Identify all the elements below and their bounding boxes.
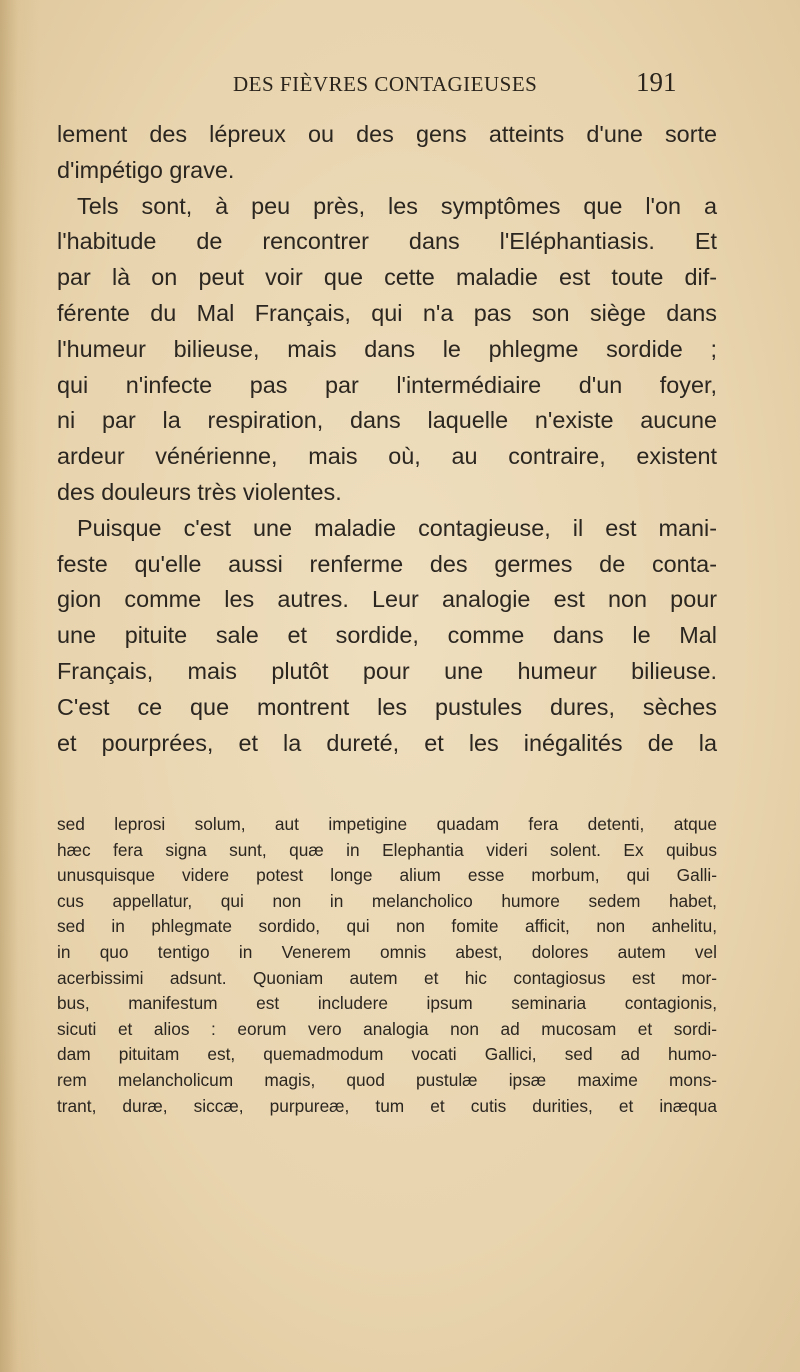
- text-line: acerbissimi adsunt. Quoniam autem et hic contagiosus est mor-: [57, 967, 717, 988]
- text-line: sed leprosi solum, aut impetigine quadam fera detenti, atque: [57, 814, 717, 834]
- text-line: une pituite sale et sordide, comme dans le Mal: [57, 622, 717, 649]
- text-line: C'est ce que montrent les pustules dures, sèches: [57, 693, 717, 720]
- text-line: Tels sont, à peu près, les symptômes que l'on a: [77, 192, 717, 219]
- text-line: bus, manifestum est includere ipsum seminaria contagionis,: [57, 993, 717, 1014]
- french-translation: [57, 117, 717, 761]
- text-line: et pourprées, et la dureté, et les inégalités de la: [57, 729, 717, 756]
- text-line: dam pituitam est, quemadmodum vocati Gallici, sed ad humo-: [57, 1044, 717, 1065]
- running-head: DES FIÈVRES CONTAGIEUSES: [233, 72, 538, 96]
- text-line: lement des lépreux ou des gens atteints d'une sorte: [57, 121, 717, 147]
- text-line: sed in phlegmate sordido, qui non fomite afficit, non anhelitu,: [57, 916, 717, 937]
- text-line: ni par la respiration, dans laquelle n'existe aucune: [57, 407, 717, 434]
- text-line: trant, duræ, siccæ, purpureæ, tum et cutis durities, et inæqua: [57, 1095, 717, 1116]
- text-line: Français, mais plutôt pour une humeur bilieuse.: [57, 657, 717, 684]
- text-line: unusquisque videre potest longe alium esse morbum, qui Galli-: [57, 865, 717, 886]
- text-line: sicuti et alios : eorum vero analogia non ad mucosam et sordi-: [57, 1018, 717, 1039]
- page-number: 191: [636, 67, 677, 97]
- text-line: ardeur vénérienne, mais où, au contraire, existent: [57, 443, 717, 470]
- text-line: gion comme les autres. Leur analogie est non pour: [57, 586, 717, 613]
- text-line: par là on peut voir que cette maladie est toute dif-: [57, 264, 717, 291]
- text-line: férente du Mal Français, qui n'a pas son siège dans: [57, 299, 717, 326]
- text-line: des douleurs très violentes.: [57, 478, 342, 505]
- text-line: l'humeur bilieuse, mais dans le phlegme sordide ;: [57, 335, 717, 362]
- page-header: [0, 67, 800, 102]
- text-line: feste qu'elle aussi renferme des germes de conta-: [57, 550, 717, 577]
- text-line: qui n'infecte pas par l'intermédiaire d'un foyer,: [57, 371, 717, 398]
- text-line: cus appellatur, qui non in melancholico humore sedem habet,: [57, 890, 717, 911]
- text-line: d'impétigo grave.: [57, 156, 235, 183]
- text-line: l'habitude de rencontrer dans l'Eléphantiasis. Et: [57, 228, 717, 255]
- text-line: rem melancholicum magis, quod pustulæ ipsæ maxime mons-: [57, 1069, 717, 1090]
- text-line: Puisque c'est une maladie contagieuse, il est mani-: [77, 514, 717, 541]
- text-line: in quo tentigo in Venerem omnis abest, dolores autem vel: [57, 941, 717, 962]
- text-line: hæc fera signa sunt, quæ in Elephantia videri solent. Ex quibus: [57, 839, 717, 860]
- latin-original: [57, 812, 717, 1119]
